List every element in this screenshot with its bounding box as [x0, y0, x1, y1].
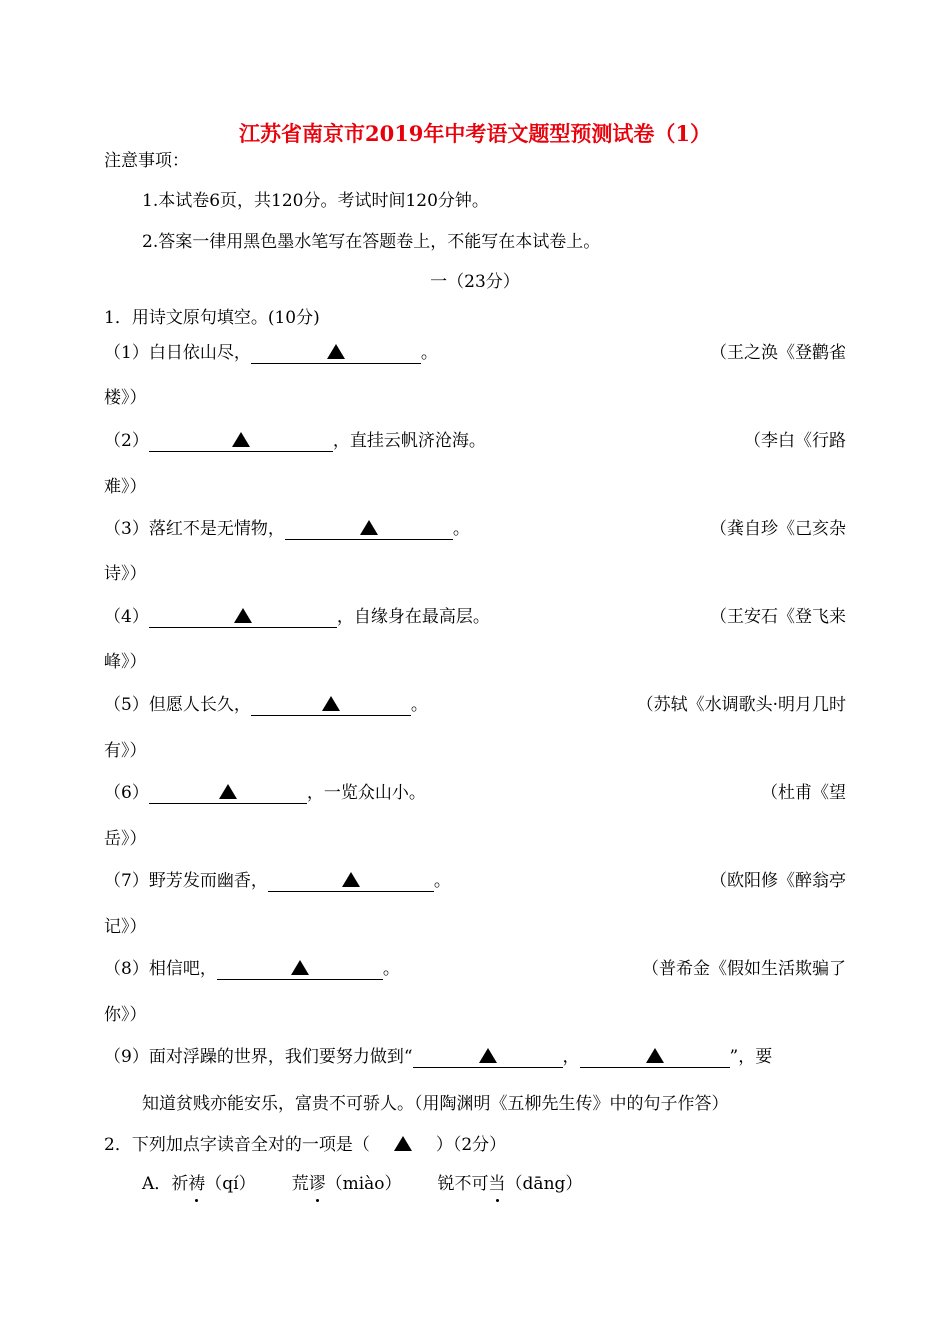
question-2-text: 2．下列加点字读音全对的一项是（ [104, 1135, 370, 1155]
item-source-continued: 难》） [104, 477, 147, 497]
option-a [142, 1173, 582, 1195]
item-text-after: 。 [452, 519, 470, 539]
item-source-continued: 岳》） [104, 829, 147, 849]
answer-blank[interactable] [268, 871, 434, 892]
item-source: （普希金《假如生活欺骗了 [642, 959, 846, 979]
answer-blank[interactable] [285, 519, 453, 540]
option-label: A． [142, 1174, 172, 1194]
answer-blank[interactable] [251, 695, 411, 716]
item-number: （7） [104, 871, 149, 891]
item-number: （9） [104, 1047, 149, 1067]
fill-item [104, 430, 486, 452]
triangle-icon [646, 1048, 664, 1063]
notice-heading: 注意事项： [104, 151, 189, 171]
item-source: （杜甫《望 [761, 783, 846, 803]
fill-item [104, 518, 470, 540]
word-part: 锐不可 [437, 1174, 489, 1194]
item-source-continued: 峰》） [104, 652, 147, 672]
item-text-before: 白日依山尽， [148, 343, 251, 363]
item-text-before: 相信吧， [148, 959, 217, 979]
pinyin: （dāng） [505, 1174, 583, 1194]
triangle-icon [322, 696, 340, 711]
item-text-after: ”，要 [729, 1047, 773, 1067]
fill-item [104, 694, 428, 716]
item-source-continued: 诗》） [104, 564, 147, 584]
answer-blank[interactable] [413, 1047, 563, 1068]
item-number: （5） [104, 695, 149, 715]
answer-blank[interactable] [217, 959, 383, 980]
item-number: （4） [104, 607, 149, 627]
fill-item [104, 342, 438, 364]
triangle-icon [291, 960, 309, 975]
dotted-character: 谬 [308, 1174, 326, 1194]
item-text-after: 。 [420, 343, 438, 363]
pinyin: （miào） [325, 1174, 402, 1194]
answer-blank[interactable] [149, 607, 337, 628]
answer-blank[interactable] [580, 1047, 730, 1068]
answer-blank[interactable] [149, 783, 307, 804]
item-number: （1） [104, 343, 149, 363]
item-source: （王安石《登飞来 [710, 607, 846, 627]
item-text-middle: ， [562, 1047, 580, 1067]
item-text-after: ，自缘身在最高层。 [336, 607, 490, 627]
page-title: 江苏省南京市2019年中考语文题型预测试卷（1） [238, 121, 712, 146]
pinyin: （qí） [205, 1174, 256, 1194]
section-heading: 一（23分） [430, 272, 520, 292]
item-source: （李白《行路 [744, 431, 846, 451]
item-text-after: 。 [410, 695, 428, 715]
item-9-line-2: 知道贫贱亦能安乐，富贵不可骄人。（用陶渊明《五柳先生传》中的句子作答） [142, 1094, 729, 1114]
notice-item-2: 2.答案一律用黑色墨水笔写在答题卷上，不能写在本试卷上。 [142, 232, 601, 252]
item-text-after: 。 [382, 959, 400, 979]
item-text-before: 落红不是无情物， [148, 519, 285, 539]
notice-item-1: 1.本试卷6页，共120分。考试时间120分钟。 [142, 191, 489, 211]
answer-blank[interactable] [149, 431, 333, 452]
item-source: （王之涣《登鹳雀 [710, 343, 846, 363]
item-text-after: ，直挂云帆济沧海。 [332, 431, 486, 451]
answer-blank[interactable] [251, 343, 421, 364]
item-source: （苏轼《水调歌头·明月几时 [636, 695, 846, 715]
fill-item [104, 870, 451, 892]
item-text-before: 野芳发而幽香， [148, 871, 268, 891]
fill-item [104, 606, 490, 628]
question-2-stem [104, 1134, 506, 1156]
fill-item [104, 1046, 772, 1068]
dotted-character: 当 [488, 1174, 506, 1194]
triangle-icon [360, 520, 378, 535]
question-1-stem: 1．用诗文原句填空。(10分) [104, 308, 320, 328]
item-number: （8） [104, 959, 149, 979]
question-2-score: ）（2分） [435, 1135, 507, 1155]
triangle-icon [479, 1048, 497, 1063]
word-part: 荒 [291, 1174, 309, 1194]
triangle-icon [342, 872, 360, 887]
item-text-after: 。 [433, 871, 451, 891]
answer-slot[interactable] [370, 1134, 436, 1156]
dotted-character: 祷 [188, 1174, 206, 1194]
item-number: （3） [104, 519, 149, 539]
item-text-before: 但愿人长久， [148, 695, 251, 715]
triangle-icon [394, 1136, 412, 1151]
item-number: （2） [104, 431, 149, 451]
item-source-continued: 记》） [104, 917, 147, 937]
triangle-icon [219, 784, 237, 799]
fill-item [104, 958, 400, 980]
item-source-continued: 你》） [104, 1005, 147, 1025]
word-part: 祈 [171, 1174, 189, 1194]
item-source: （欧阳修《醉翁亭 [710, 871, 846, 891]
fill-item [104, 782, 426, 804]
item-text-before: 面对浮躁的世界，我们要努力做到“ [148, 1047, 413, 1067]
triangle-icon [327, 344, 345, 359]
triangle-icon [232, 432, 250, 447]
item-number: （6） [104, 783, 149, 803]
item-source: （龚自珍《己亥杂 [710, 519, 846, 539]
item-source-continued: 有》） [104, 741, 147, 761]
item-text-after: ，一览众山小。 [306, 783, 426, 803]
item-source-continued: 楼》） [104, 388, 147, 408]
triangle-icon [234, 608, 252, 623]
